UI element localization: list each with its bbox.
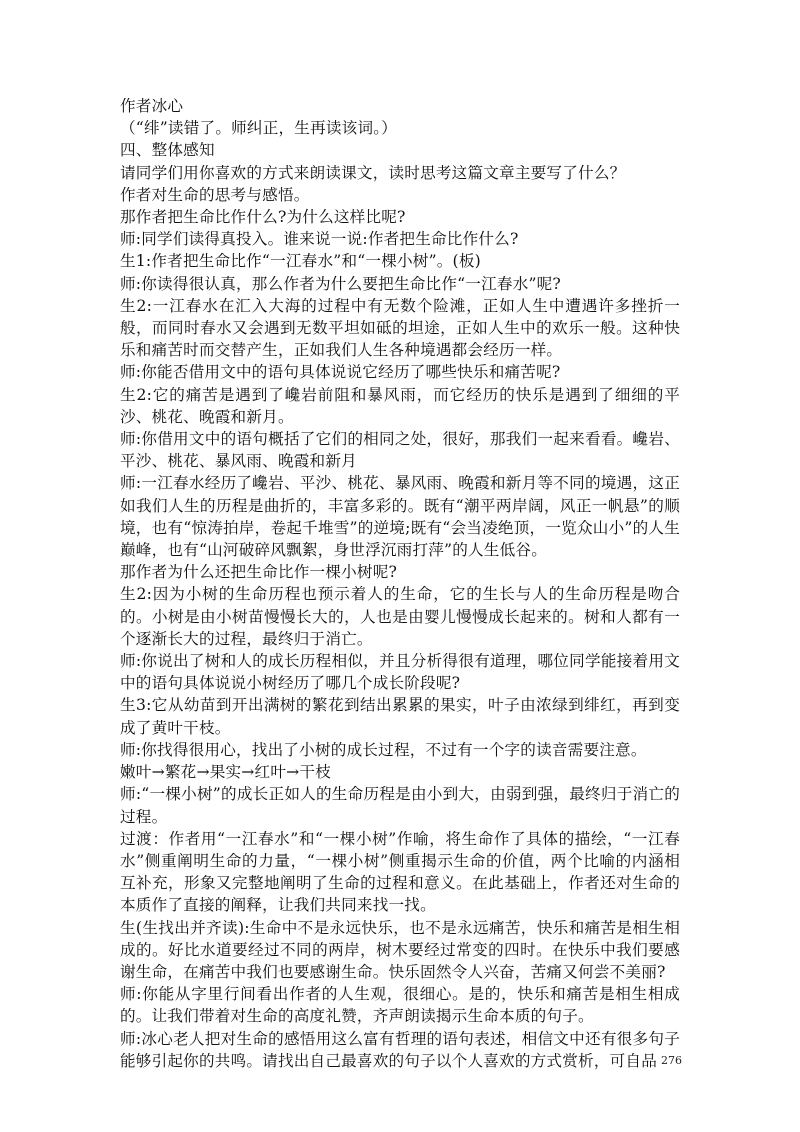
paragraph: 生(生找出并齐读):生命中不是永远快乐，也不是永远痛苦，快乐和痛苦是相生相成的。好比水道要经过不同的两岸，树木要经过常变的四时。在快乐中我们要感谢生命，在痛苦中我们也要感谢生命。快乐固然令人兴奋，苦痛又何尝不美丽?	[120, 918, 680, 981]
section-heading: 四、整体感知	[120, 141, 215, 160]
paragraph: 师:你说出了树和人的成长历程相似，并且分析得很有道理，哪位同学能接着用文中的语句具体说说小树经历了哪几个成长阶段呢?	[120, 652, 680, 693]
paragraph: 那作者把生命比作什么?为什么这样比呢?	[120, 208, 406, 227]
paragraph: 作者冰心	[120, 97, 184, 115]
paragraph: 师:你读得很认真，那么作者为什么要把生命比作“一江春水”呢?	[120, 274, 561, 293]
paragraph: 生2:它的痛苦是遇到了巉岩前阻和暴风雨，而它经历的快乐是遇到了细细的平沙、桃花、晚霞和新月。	[120, 385, 680, 426]
paragraph: 师:冰心老人把对生命的感悟用这么富有哲理的语句表述，相信文中还有很多句子能够引起你的共鸣。请找出自己最喜欢的句子以个人喜欢的方式赏析，可自品	[120, 1029, 680, 1070]
paragraph: 师:你能否借用文中的语句具体说说它经历了哪些快乐和痛苦呢?	[120, 363, 561, 382]
paragraph: 师:你能从字里行间看出作者的人生观，很细心。是的，快乐和痛苦是相生相成的。让我们带着对生命的高度礼赞，齐声朗读揭示生命本质的句子。	[120, 985, 680, 1026]
page-number: 276	[661, 1054, 682, 1067]
paragraph: 生2:一江春水在汇入大海的过程中有无数个险滩，正如人生中遭遇许多挫折一般，而同时春水又会遇到无数平坦如砥的坦途，正如人生中的欢乐一般。这种快乐和痛苦时而交替产生，正如我们人生各种境遇都会经历一样。	[120, 296, 680, 360]
paragraph: 嫩叶→繁花→果实→红叶→干枝	[120, 763, 332, 782]
paragraph: 师:你借用文中的语句概括了它们的相同之处，很好，那我们一起来看看。巉岩、平沙、桃花、暴风雨、晚霞和新月	[120, 430, 680, 471]
paragraph: （“绯”读错了。师纠正，生再读该词。）	[120, 119, 398, 138]
paragraph: 师:一江春水经历了巉岩、平沙、桃花、暴风雨、晚霞和新月等不同的境遇，这正如我们人生的历程是曲折的，丰富多彩的。既有“潮平两岸阔，风正一帆悬”的顺境，也有“惊涛拍岸，卷起千堆雪”的逆境;既有“会当凌绝顶，一览众山小”的人生巅峰，也有“山河破碎风飘絮，身世浮沉雨打萍”的人生低谷。	[120, 474, 680, 560]
paragraph: 作者对生命的思考与感悟。	[120, 185, 310, 204]
paragraph: 师:你找得很用心，找出了小树的成长过程，不过有一个字的读音需要注意。	[120, 740, 647, 759]
paragraph: 师:同学们读得真投入。谁来说一说:作者把生命比作什么?	[120, 230, 519, 249]
paragraph: 请同学们用你喜欢的方式来朗读课文，读时思考这篇文章主要写了什么？	[120, 163, 626, 182]
paragraph: 那作者为什么还把生命比作一棵小树呢?	[120, 563, 398, 582]
document-body	[120, 95, 680, 1072]
paragraph: 生2:因为小树的生命历程也预示着人的生命，它的生长与人的生命历程是吻合的。小树是由小树苗慢慢长大的，人也是由婴儿慢慢成长起来的。树和人都有一个逐渐长大的过程，最终归于消亡。	[120, 585, 680, 648]
paragraph: 师:“一棵小树”的成长正如人的生命历程是由小到大，由弱到强，最终归于消亡的过程。	[120, 785, 680, 826]
paragraph: 生3:它从幼苗到开出满树的繁花到结出累累的果实，叶子由浓绿到绯红，再到变成了黄叶干枝。	[120, 696, 680, 737]
paragraph: 生1:作者把生命比作“一江春水”和“一棵小树”。(板)	[120, 252, 481, 271]
paragraph: 过渡：作者用“一江春水”和“一棵小树”作喻，将生命作了具体的描绘，“一江春水”侧重阐明生命的力量，“一棵小树”侧重揭示生命的价值，两个比喻的内涵相互补充，形象又完整地阐明了生命的过程和意义。在此基础上，作者还对生命的本质作了直接的阐释，让我们共同来找一找。	[120, 829, 680, 915]
